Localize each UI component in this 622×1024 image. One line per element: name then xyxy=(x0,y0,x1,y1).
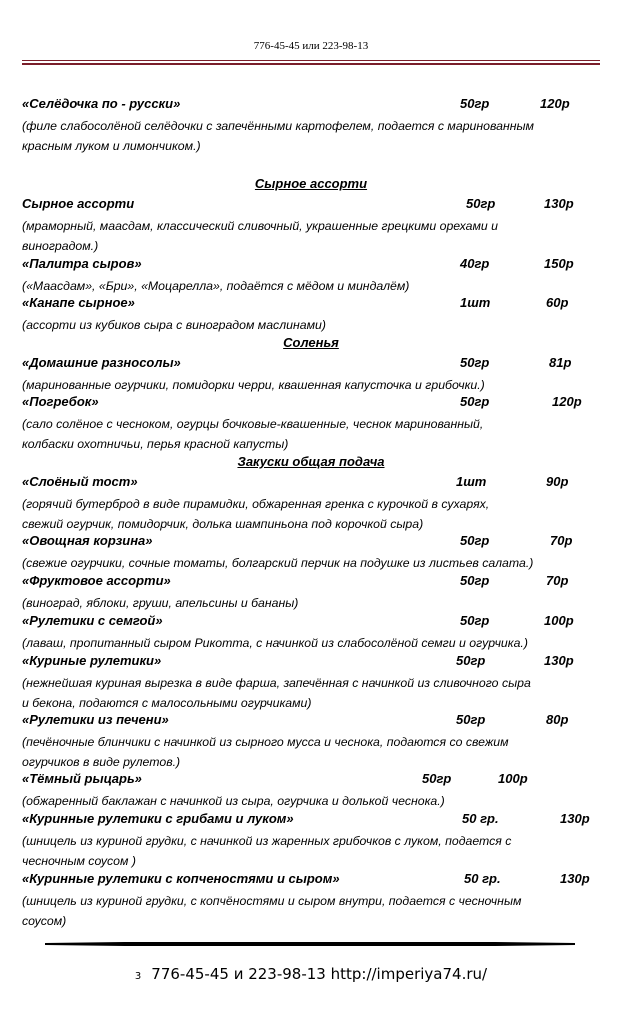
header-phone: 776-45-45 или 223-98-13 xyxy=(253,40,369,52)
item-desc: (шницель из куриной грудки, с начинкой из жаренных грибочков с луком, подается с чесночным соусом ) xyxy=(22,834,512,868)
item-name: «Канапе сырное» xyxy=(22,295,135,310)
page-number: 3 xyxy=(134,971,142,982)
item-price: 100р xyxy=(544,613,574,628)
item-qty: 50гр xyxy=(456,712,486,727)
item-qty: 50 гр. xyxy=(464,871,501,886)
item-qty: 50гр xyxy=(460,394,490,409)
item-name: Сырное ассорти xyxy=(22,196,135,211)
item-price: 100р xyxy=(498,771,528,786)
item-desc: (обжаренный баклажан с начинкой из сыра, огурчика и долькой чеснока.) xyxy=(22,794,445,808)
item-desc: («Маасдам», «Бри», «Моцарелла», подаётся с мёдом и миндалём) xyxy=(22,279,410,293)
item-name: «Селёдочка по - русски» xyxy=(22,96,181,111)
item-qty: 50гр xyxy=(456,653,486,668)
item-price: 80р xyxy=(546,712,569,727)
item-name: «Домашние разносолы» xyxy=(22,355,181,370)
item-price: 130р xyxy=(544,653,574,668)
item-name: «Рулетики из печени» xyxy=(22,712,169,727)
footer-divider xyxy=(45,943,575,945)
item-desc: (горячий бутерброд в виде пирамидки, обжаренная гренка с курочкой в сухарях, свежий огурчик, помидорчик, долька шампиньона под корочкой сыра) xyxy=(22,497,490,531)
item-price: 120р xyxy=(552,394,582,409)
item-qty: 50гр xyxy=(460,613,490,628)
item-name: «Фруктовое ассорти» xyxy=(22,573,171,588)
item-desc: (нежнейшая куриная вырезка в виде фарша, запечённая с начинкой из сливочного сыра и бекона, подаются с малосольными огурчиками) xyxy=(22,676,531,710)
item-desc: (лаваш, пропитанный сыром Рикотта, с начинкой из слабосолёной семги и огурчика.) xyxy=(22,636,528,650)
item-name: «Куриные рулетики» xyxy=(22,653,162,668)
item-qty: 50гр xyxy=(460,573,490,588)
item-price: 130р xyxy=(544,196,574,211)
item-desc: (ассорти из кубиков сыра с виноградом маслинами) xyxy=(22,318,326,332)
item-qty: 50гр xyxy=(466,196,496,211)
item-qty: 50гр xyxy=(422,771,452,786)
footer xyxy=(0,965,622,983)
item-desc: (сало солёное с чесноком, огурцы бочковые-квашенные, чеснок маринованный, колбаски охотничьи, перья красной капусты) xyxy=(22,417,484,451)
item-price: 60р xyxy=(546,295,569,310)
item-name: «Тёмный рыцарь» xyxy=(22,771,142,786)
section-heading-pickles: Соленья xyxy=(283,335,339,350)
item-desc: (мраморный, маасдам, классический сливочный, украшенные грецкими орехами и виноградом.) xyxy=(22,219,498,253)
item-desc: (печёночные блинчики с начинкой из сырного мусса и чеснока, подаются со свежим огурчиков в виде рулетов.) xyxy=(22,735,509,769)
item-desc: (свежие огурчики, сочные томаты, болгарский перчик на подушке из листьев салата.) xyxy=(22,556,534,570)
item-qty: 40гр xyxy=(460,256,490,271)
item-name: «Погребок» xyxy=(22,394,99,409)
item-price: 90р xyxy=(546,474,569,489)
item-desc: (филе слабосолёной селёдочки с запечёнными картофелем, подается с маринованным красным луком и лимончиком.) xyxy=(22,119,534,153)
item-name: «Куринные рулетики с грибами и луком» xyxy=(22,811,294,826)
item-qty: 50гр xyxy=(460,533,490,548)
item-qty: 50гр xyxy=(460,355,490,370)
item-price: 70р xyxy=(546,573,569,588)
footer-contacts: 776-45-45 и 223-98-13 http://imperiya74.ru/ xyxy=(151,965,488,983)
section-heading-snacks: Закуски общая подача xyxy=(237,454,385,469)
item-name: «Рулетики с семгой» xyxy=(22,613,163,628)
item-name: «Овощная корзина» xyxy=(22,533,153,548)
item-price: 81р xyxy=(549,355,572,370)
section-heading-cheese: Сырное ассорти xyxy=(254,176,368,191)
item-desc: (виноград, яблоки, груши, апельсины и бананы) xyxy=(22,596,299,610)
item-price: 150р xyxy=(544,256,574,271)
item-name: «Слоёный тост» xyxy=(22,474,138,489)
item-qty: 50гр xyxy=(460,96,490,111)
item-name: «Палитра сыров» xyxy=(22,256,142,271)
item-price: 130р xyxy=(560,871,590,886)
item-desc: (маринованные огурчики, помидорки черри, квашенная капусточка и грибочки.) xyxy=(22,378,485,392)
item-qty: 1шт xyxy=(460,295,491,310)
header-divider xyxy=(22,60,600,65)
item-price: 120р xyxy=(540,96,570,111)
item-price: 70р xyxy=(550,533,573,548)
item-name: «Куринные рулетики с копченостями и сыром» xyxy=(22,871,340,886)
item-desc: (шницель из куриной грудки, с копчёностями и сыром внутри, подается с чесночным соусом) xyxy=(22,894,522,928)
item-qty: 50 гр. xyxy=(462,811,499,826)
item-price: 130р xyxy=(560,811,590,826)
item-qty: 1шт xyxy=(456,474,487,489)
